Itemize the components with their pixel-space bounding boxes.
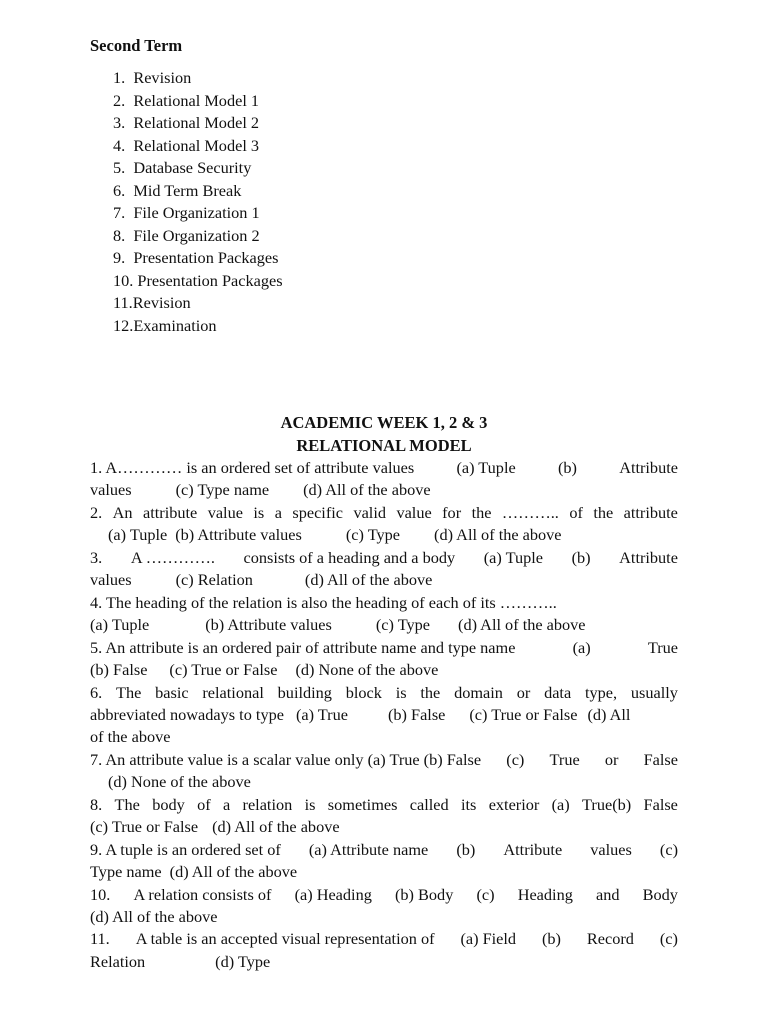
text-segment: (a) Attribute name — [308, 839, 429, 859]
text-segment: True — [549, 749, 580, 769]
text-segment: or — [604, 749, 619, 769]
text-segment: is — [395, 682, 407, 702]
text-segment: (d) All of the above — [169, 862, 298, 882]
text-segment: Body — [642, 884, 678, 904]
text-segment: (c) Type — [345, 525, 401, 545]
text-segment: the — [420, 682, 441, 702]
text-segment: type, — [584, 682, 618, 702]
text-segment: Attribute — [503, 839, 563, 859]
topic-heading: RELATIONAL MODEL — [296, 436, 472, 455]
text-segment: True — [647, 637, 678, 657]
text-segment: (d) All of the above — [90, 907, 218, 926]
question-line — [108, 524, 678, 546]
text-segment: attribute — [623, 502, 678, 522]
text-segment: a — [274, 502, 282, 522]
text-segment: A table is an accepted visual representation of — [135, 929, 435, 949]
text-segment: relation — [242, 794, 293, 814]
syllabus-item: 5. Database Security — [113, 158, 252, 178]
text-segment: 2. — [90, 502, 103, 522]
syllabus-item: 6. Mid Term Break — [113, 180, 242, 200]
text-segment: attribute — [143, 502, 198, 522]
text-segment: ……….. — [501, 502, 559, 522]
text-segment: 3. — [90, 547, 103, 567]
text-segment: (a) — [572, 637, 591, 657]
question-line — [108, 771, 678, 793]
text-segment: (b) False — [90, 660, 148, 680]
text-segment: of the above — [90, 727, 171, 747]
text-segment: (b) Body — [395, 884, 454, 904]
text-segment: (b) — [456, 839, 476, 859]
text-segment: (d) None of the above — [108, 772, 251, 792]
text-segment: 9. A tuple is an ordered set of — [90, 839, 281, 859]
text-segment: The — [116, 682, 142, 702]
text-segment: the — [471, 502, 492, 522]
question-line — [90, 592, 678, 614]
question-line — [90, 704, 678, 726]
text-segment: (c) Type — [375, 615, 431, 635]
text-segment: 6. — [90, 682, 103, 702]
text-segment: (a) Tuple — [483, 547, 543, 567]
text-segment: data — [544, 682, 572, 702]
question-line — [90, 637, 678, 659]
question-line — [90, 502, 678, 524]
term-heading: Second Term — [90, 36, 183, 55]
text-segment: (d) Type — [215, 951, 271, 971]
text-segment: specific — [292, 502, 343, 522]
text-segment: 10. — [90, 884, 111, 904]
question-line — [90, 906, 678, 928]
text-segment: relational — [202, 682, 264, 702]
text-segment: (b) Attribute values — [175, 525, 302, 545]
text-segment: Attribute — [619, 547, 678, 567]
text-segment: usually — [630, 682, 678, 702]
text-segment: 1. A………… is an ordered set of attribute values — [90, 458, 415, 477]
syllabus-item: 1. Revision — [113, 68, 192, 87]
text-segment: (c) True or False — [169, 660, 278, 680]
text-segment: (b) False — [387, 704, 446, 724]
question-line — [90, 682, 678, 704]
text-segment: False — [643, 749, 678, 769]
text-segment: Heading — [517, 884, 573, 904]
question-line — [90, 479, 678, 501]
text-segment: called — [409, 794, 449, 814]
syllabus-item: 4. Relational Model 3 — [113, 135, 260, 155]
text-segment: value — [207, 502, 243, 522]
text-segment: the — [593, 502, 614, 522]
text-segment: (d) All of the above — [434, 525, 562, 545]
text-segment: value — [396, 502, 432, 522]
question-line — [90, 749, 678, 771]
text-segment: (c) True or False — [90, 817, 199, 837]
text-segment: 8. — [90, 794, 103, 814]
question-line — [90, 884, 678, 906]
text-segment: (d) All — [587, 704, 631, 724]
text-segment: (d) All of the above — [212, 817, 340, 837]
text-segment: (d) All of the above — [303, 480, 431, 500]
text-segment: A relation consists of — [133, 884, 272, 904]
syllabus-item: 8. File Organization 2 — [113, 225, 260, 245]
text-segment: (b) — [557, 458, 577, 477]
question-line — [90, 614, 678, 636]
syllabus-item: 10. Presentation Packages — [113, 270, 283, 290]
question-line — [90, 951, 678, 973]
text-segment: of — [197, 794, 211, 814]
question-line — [90, 839, 678, 861]
question-line — [90, 547, 678, 569]
text-segment: building — [277, 682, 332, 702]
question-line — [90, 861, 678, 883]
syllabus-list — [113, 67, 283, 338]
text-segment: A …………. — [130, 547, 215, 567]
text-segment: (a) Tuple — [90, 615, 150, 635]
text-segment: (d) None of the above — [295, 660, 439, 680]
text-segment: consists of a heading and a body — [243, 547, 456, 567]
text-segment: (c) Type name — [175, 480, 270, 500]
text-segment: (a) — [551, 794, 570, 814]
question-line — [90, 569, 678, 591]
text-segment: body — [152, 794, 185, 814]
question-line — [90, 726, 678, 748]
syllabus-item: 12.Examination — [113, 316, 217, 336]
question-line — [90, 928, 678, 950]
text-segment: exterior — [488, 794, 540, 814]
text-segment: 7. An attribute value is a scalar value only (a) True (b) False — [90, 749, 482, 769]
text-segment: (d) All of the above — [304, 570, 433, 590]
text-segment: (d) All of the above — [458, 615, 586, 635]
text-segment: (a) Heading — [294, 884, 372, 904]
text-segment: (a) True — [295, 704, 348, 724]
text-segment: (c) Relation — [175, 570, 253, 590]
text-segment: (c) — [476, 884, 495, 904]
text-segment: True(b) — [582, 794, 632, 814]
syllabus-item: 7. File Organization 1 — [113, 203, 260, 223]
text-segment: its — [460, 794, 477, 814]
text-segment: (a) Tuple — [456, 458, 516, 477]
text-segment: or — [516, 682, 531, 702]
text-segment: (b) — [571, 547, 591, 567]
text-segment: and — [596, 884, 620, 904]
text-segment: (a) Tuple — [108, 525, 168, 545]
week-heading: ACADEMIC WEEK 1, 2 & 3 — [280, 413, 488, 432]
text-segment: False — [643, 794, 678, 814]
text-segment: 11. — [90, 929, 110, 949]
text-segment: (c) — [659, 929, 678, 949]
text-segment: (c) True or False — [469, 704, 578, 724]
syllabus-item: 3. Relational Model 2 — [113, 113, 260, 133]
syllabus-item: 9. Presentation Packages — [113, 248, 279, 268]
text-segment: (a) Field — [460, 929, 517, 949]
text-segment: The — [114, 794, 140, 814]
text-segment: (b) Attribute values — [205, 615, 332, 635]
question-line — [90, 457, 678, 479]
text-segment: a — [222, 794, 231, 814]
text-segment: values — [90, 480, 132, 500]
question-line — [90, 794, 678, 816]
syllabus-item: 11.Revision — [113, 293, 191, 313]
text-segment: Record — [586, 929, 634, 949]
text-segment: (c) — [506, 749, 525, 769]
text-segment: is — [304, 794, 316, 814]
text-segment: of — [569, 502, 583, 522]
text-segment: block — [345, 682, 382, 702]
text-segment: abbreviated nowadays to type — [90, 704, 284, 724]
syllabus-item: 2. Relational Model 1 — [113, 90, 260, 110]
question-line — [90, 659, 678, 681]
text-segment: sometimes — [327, 794, 398, 814]
text-segment: valid — [353, 502, 386, 522]
text-segment: 4. The heading of the relation is also the heading of each of its ……….. — [90, 592, 557, 612]
text-segment: 5. An attribute is an ordered pair of attribute name and type name — [90, 637, 516, 657]
text-segment: is — [253, 502, 265, 522]
text-segment: values — [590, 839, 632, 859]
text-segment: values — [90, 570, 132, 590]
text-segment: (b) — [542, 929, 561, 949]
text-segment: Relation — [90, 951, 146, 971]
question-line — [90, 816, 678, 838]
text-segment: (c) — [659, 839, 678, 859]
text-segment: Type name — [90, 862, 162, 882]
text-segment: for — [442, 502, 462, 522]
text-segment: domain — [454, 682, 503, 702]
text-segment: Attribute — [619, 458, 678, 477]
text-segment: An — [112, 502, 133, 522]
text-segment: basic — [155, 682, 189, 702]
